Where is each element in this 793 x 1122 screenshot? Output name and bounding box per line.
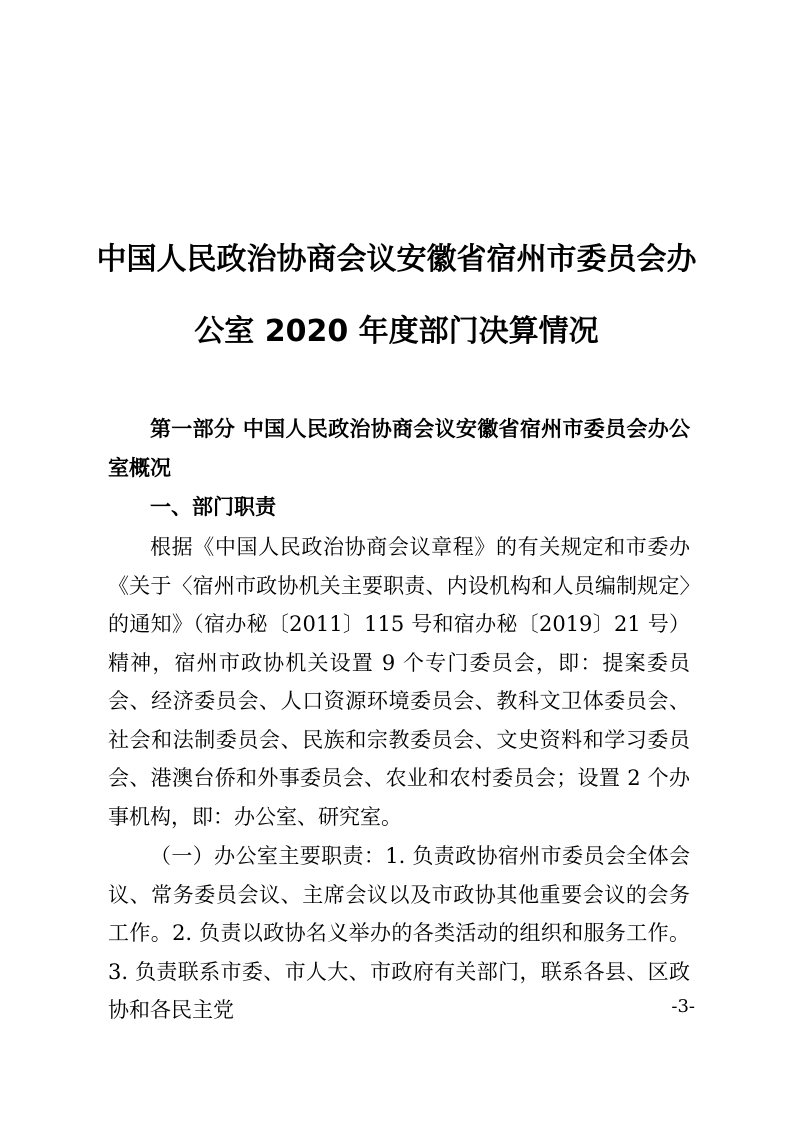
section-heading: 一、部门职责 [150,495,276,519]
body-paragraph-2: （一）办公室主要职责：1. 负责政协宿州市委员会全体会议、常务委员会议、主席会议以及市政协其他重要会议的会务工作。2. 负责以政协名义举办的各类活动的组织和服务工作。3. 负责联系市委、市人大、市政府有关部门，联系各县、区政协和各民主党 [108,844,690,1022]
document-title-line-1: 中国人民政治协商会议安徽省宿州市委员会办 [96,242,697,277]
body-paragraph-1: 根据《中国人民政治协商会议章程》的有关规定和市委办《关于〈宿州市政协机关主要职责、内设机构和人员编制规定〉的通知》（宿办秘〔2011〕115 号和宿办秘〔2019〕21 号）精神，宿州市政协机关设置 9 个专门委员会，即：提案委员会、经济委员会、人口资源环境委员会、教科文卫体委员会、社会和法制委员会、民族和宗教委员会、文史资料和学习委员会、港澳台侨和外事委员会、农业和农村委员会；设置 2 个办事机构，即：办公室、研究室。 [108,535,690,829]
part-heading: 第一部分 中国人民政治协商会议安徽省宿州市委员会办公室概况 [108,417,690,480]
page-number: -3- [671,996,695,1017]
document-title-line-2: 公室 2020 年度部门决算情况 [194,314,599,349]
